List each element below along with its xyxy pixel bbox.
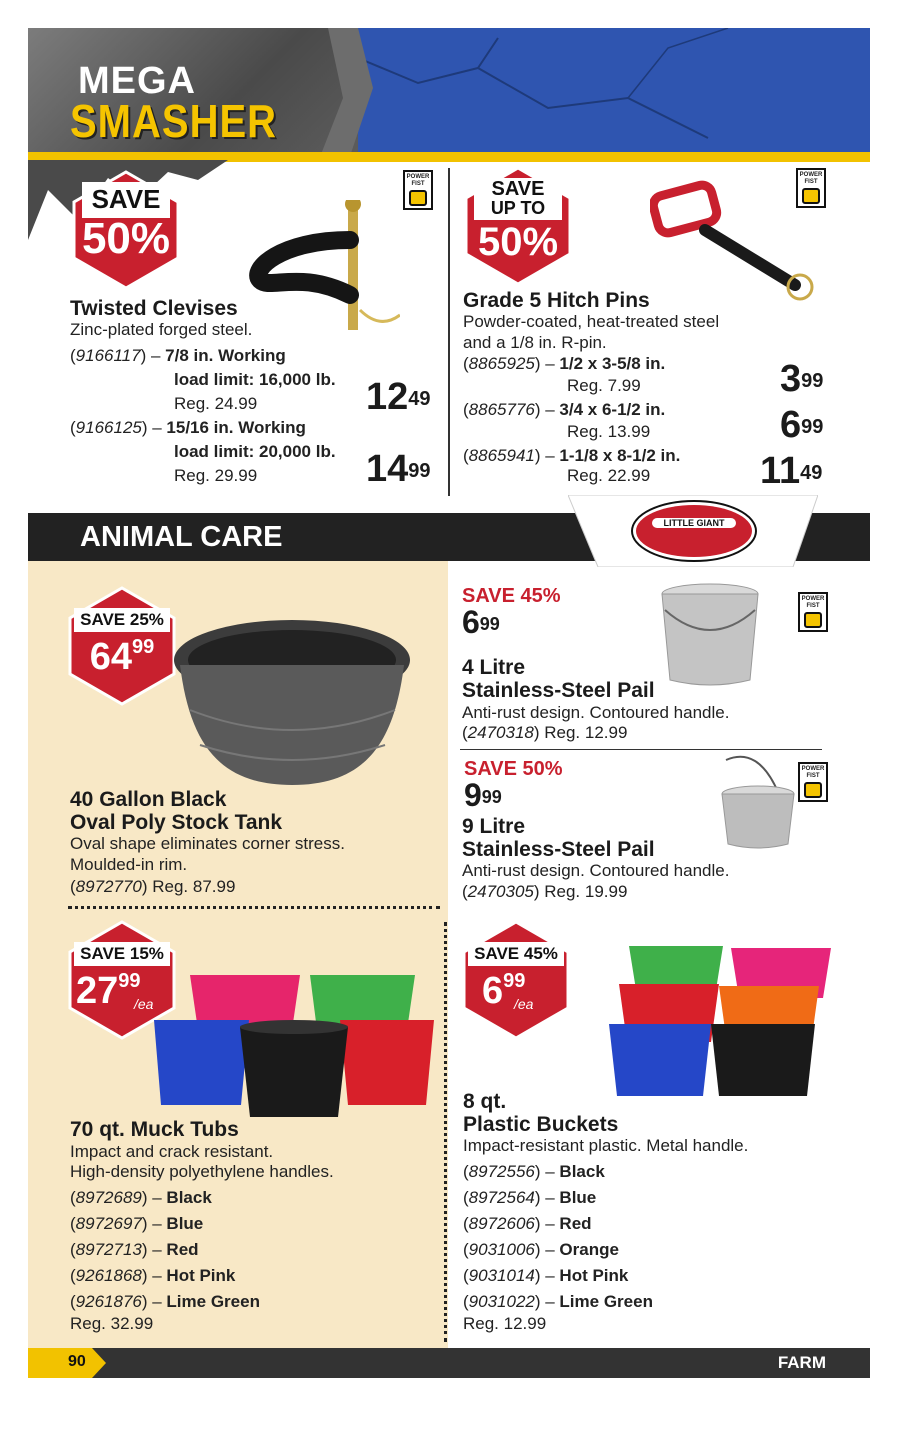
price-cents: 99 <box>118 970 141 992</box>
tank-name-2: Oval Poly Stock Tank <box>70 811 283 834</box>
bucket-item: (9031006) – Orange <box>463 1240 619 1259</box>
save-up-to-50-badge <box>464 166 572 286</box>
price-cents: 49 <box>408 388 431 410</box>
muck-item: (8972713) – Red <box>70 1240 199 1259</box>
bucket-badge <box>462 920 570 1040</box>
clevis-price-1 <box>366 378 431 416</box>
bucket-item: (9031014) – Hot Pink <box>463 1266 629 1285</box>
clevis-image <box>240 200 400 340</box>
pf-line1: POWER <box>406 174 430 180</box>
pail-9l-image <box>718 752 800 852</box>
sku: 8972697 <box>75 1214 142 1233</box>
fist-icon <box>804 612 822 628</box>
item-color: Hot Pink <box>559 1266 629 1285</box>
page-number-tab <box>28 1348 106 1378</box>
little-giant-tab <box>568 495 818 567</box>
price-cents: 99 <box>408 460 431 482</box>
page-number: 90 <box>68 1353 86 1370</box>
item-color: Orange <box>559 1240 619 1259</box>
muck-item: (9261868) – Hot Pink <box>70 1266 236 1285</box>
tank-desc-2: Moulded-in rim. <box>70 855 188 874</box>
hitch-item-3: (8865941) – 1-1/8 x 8-1/2 in. <box>463 446 681 465</box>
sku: 8972770 <box>75 877 142 896</box>
clevis-desc: Zinc-plated forged steel. <box>70 320 253 339</box>
pf-line1: POWER <box>799 172 823 178</box>
pf-line2: FIST <box>411 181 425 187</box>
pail-4l-image <box>655 580 765 690</box>
little-giant-logo: LITTLE GIANT <box>652 518 736 528</box>
plastic-buckets-image <box>605 940 835 1105</box>
pail4-price <box>462 606 500 638</box>
tank-name-1: 40 Gallon Black <box>70 788 227 811</box>
sku: 8865776 <box>468 400 535 419</box>
hitch-item-1: (8865925) – 1/2 x 3-5/8 in. <box>463 354 666 373</box>
bucket-item: (8972606) – Red <box>463 1214 592 1233</box>
price-unit: /ea <box>514 996 534 1012</box>
price-main: 6 <box>482 970 504 1012</box>
sku: 8972556 <box>468 1162 535 1181</box>
fist-icon <box>409 190 427 206</box>
column-divider <box>448 168 450 496</box>
price-main: 11 <box>760 450 801 492</box>
item-color: Lime Green <box>166 1292 260 1311</box>
price-main: 64 <box>89 636 133 678</box>
pail4-desc: Anti-rust design. Contoured handle. <box>462 703 730 722</box>
sku: 9031014 <box>468 1266 535 1285</box>
sku: 9166125 <box>75 418 142 437</box>
price-main: 9 <box>464 777 482 813</box>
fist-icon <box>802 188 820 204</box>
price-cents: 99 <box>132 636 155 658</box>
muck-name: 70 qt. Muck Tubs <box>70 1118 239 1141</box>
muck-item: (8972697) – Blue <box>70 1214 204 1233</box>
pf-line2: FIST <box>806 773 820 779</box>
muck-item: (8972689) – Black <box>70 1188 212 1207</box>
pf-line2: FIST <box>806 603 820 609</box>
price-cents: 99 <box>801 416 824 438</box>
price-cents: 99 <box>503 970 526 992</box>
item-load: load limit: 20,000 lb. <box>174 442 336 461</box>
sku: 2470305 <box>467 882 534 901</box>
page-footer <box>28 1348 870 1378</box>
sku: 8972606 <box>468 1214 535 1233</box>
item-size: 7/8 in. Working <box>165 346 286 365</box>
tank-badge <box>68 586 176 706</box>
power-fist-logo <box>798 762 828 802</box>
bucket-reg: Reg. 12.99 <box>463 1314 547 1333</box>
sku: 9031006 <box>468 1240 535 1259</box>
pail9-desc: Anti-rust design. Contoured handle. <box>462 861 730 880</box>
item-reg: Reg. 22.99 <box>567 466 651 485</box>
muck-item: (9261876) – Lime Green <box>70 1292 260 1311</box>
pf-line1: POWER <box>801 766 825 772</box>
price-cents: 99 <box>801 370 824 392</box>
hitch-price-1 <box>780 360 823 398</box>
hitch-pin-image <box>650 175 820 305</box>
price-unit: /ea <box>134 996 154 1012</box>
price-cents: 99 <box>481 787 502 807</box>
pail9-save: SAVE 50% <box>464 758 563 780</box>
pail9-price <box>464 779 502 811</box>
muck-desc-2: High-density polyethylene handles. <box>70 1162 334 1181</box>
item-load: load limit: 16,000 lb. <box>174 370 336 389</box>
bucket-item: (9031022) – Lime Green <box>463 1292 653 1311</box>
sku: 8972713 <box>75 1240 142 1259</box>
save-50-badge <box>72 170 180 290</box>
power-fist-logo <box>798 592 828 632</box>
item-color: Red <box>166 1240 199 1259</box>
sku: 8972564 <box>468 1188 535 1207</box>
badge-price <box>68 636 176 679</box>
muck-reg: Reg. 32.99 <box>70 1314 154 1333</box>
clevis-name: Twisted Clevises <box>70 297 238 320</box>
dotted-divider-v <box>444 922 447 1342</box>
sku: 9031022 <box>468 1292 535 1311</box>
stock-tank-image <box>170 615 415 790</box>
pf-line1: POWER <box>801 596 825 602</box>
hitch-price-2 <box>780 406 823 444</box>
bucket-desc: Impact-resistant plastic. Metal handle. <box>463 1136 749 1155</box>
price-main: 12 <box>366 376 409 418</box>
bucket-item: (8972556) – Black <box>463 1162 605 1181</box>
pail9-name-2: Stainless-Steel Pail <box>462 838 655 861</box>
item-reg: Reg. 87.99 <box>152 877 236 896</box>
pail4-sku-line: (2470318) Reg. 12.99 <box>462 723 628 742</box>
clevis-item-1: (9166117) – 7/8 in. Working <box>70 346 286 365</box>
pail-divider <box>460 749 822 750</box>
item-color: Blue <box>166 1214 204 1233</box>
power-fist-logo <box>796 168 826 208</box>
item-color: Blue <box>559 1188 597 1207</box>
price-main: 3 <box>780 358 802 400</box>
sku: 2470318 <box>467 723 534 742</box>
dotted-divider-h <box>68 906 440 909</box>
smasher-title: SMASHER <box>70 96 278 148</box>
item-reg: Reg. 29.99 <box>174 466 258 485</box>
hitch-name: Grade 5 Hitch Pins <box>463 289 650 312</box>
badge-percent: 50% <box>477 220 559 264</box>
item-color: Lime Green <box>559 1292 653 1311</box>
item-color: Red <box>559 1214 592 1233</box>
sku: 9261876 <box>75 1292 142 1311</box>
pail4-name-1: 4 Litre <box>462 656 526 679</box>
item-color: Black <box>166 1188 212 1207</box>
badge-save-label: SAVE <box>491 178 545 200</box>
item-size: 1-1/8 x 8-1/2 in. <box>559 446 681 465</box>
sku: 8865925 <box>468 354 535 373</box>
mega-title: MEGA <box>78 60 196 102</box>
power-fist-logo <box>403 170 433 210</box>
sku: 9166117 <box>75 346 141 365</box>
price-main: 6 <box>462 604 480 640</box>
bucket-name-1: 8 qt. <box>463 1090 507 1113</box>
bucket-item: (8972564) – Blue <box>463 1188 597 1207</box>
item-size: 3/4 x 6-1/2 in. <box>559 400 666 419</box>
pf-line2: FIST <box>804 179 818 185</box>
bucket-name-2: Plastic Buckets <box>463 1113 619 1136</box>
item-reg: Reg. 7.99 <box>567 376 641 395</box>
clevis-price-2 <box>366 450 431 488</box>
item-reg: Reg. 24.99 <box>174 394 258 413</box>
badge-save-label: SAVE <box>91 184 161 214</box>
item-reg: Reg. 19.99 <box>544 882 628 901</box>
pail9-name-1: 9 Litre <box>462 815 526 838</box>
price-cents: 49 <box>800 462 823 484</box>
item-size: 1/2 x 3-5/8 in. <box>559 354 666 373</box>
item-color: Hot Pink <box>166 1266 236 1285</box>
sku: 9261868 <box>75 1266 142 1285</box>
price-cents: 99 <box>479 614 500 634</box>
clevis-item-2: (9166125) – 15/16 in. Working <box>70 418 306 437</box>
price-main: 6 <box>780 404 802 446</box>
item-color: Black <box>559 1162 605 1181</box>
badge-save-label: SAVE 15% <box>80 944 164 963</box>
badge-percent: 50% <box>81 214 171 263</box>
price-main: 27 <box>76 970 119 1012</box>
item-size: 15/16 in. Working <box>166 418 306 437</box>
tank-sku-line: (8972770) Reg. 87.99 <box>70 877 236 896</box>
muck-desc-1: Impact and crack resistant. <box>70 1142 274 1161</box>
hitch-desc-2: and a 1/8 in. R-pin. <box>463 333 607 352</box>
pail4-name-2: Stainless-Steel Pail <box>462 679 655 702</box>
item-reg: Reg. 13.99 <box>567 422 651 441</box>
pail4-save: SAVE 45% <box>462 585 561 607</box>
sku: 8865941 <box>468 446 535 465</box>
price-main: 14 <box>366 448 409 490</box>
badge-save-label: SAVE 25% <box>80 610 164 629</box>
badge-upto-label: UP TO <box>490 198 546 218</box>
section-label: FARM <box>777 1353 826 1372</box>
muck-tubs-image <box>150 965 438 1120</box>
badge-save-label: SAVE 45% <box>474 944 558 963</box>
tank-desc-1: Oval shape eliminates corner stress. <box>70 834 345 853</box>
hitch-item-2: (8865776) – 3/4 x 6-1/2 in. <box>463 400 666 419</box>
hitch-price-3 <box>760 452 822 490</box>
item-reg: Reg. 12.99 <box>544 723 628 742</box>
pail9-sku-line: (2470305) Reg. 19.99 <box>462 882 628 901</box>
hitch-desc-1: Powder-coated, heat-treated steel <box>463 312 720 331</box>
animal-care-title: ANIMAL CARE <box>80 521 283 553</box>
fist-icon <box>804 782 822 798</box>
sku: 8972689 <box>75 1188 142 1207</box>
